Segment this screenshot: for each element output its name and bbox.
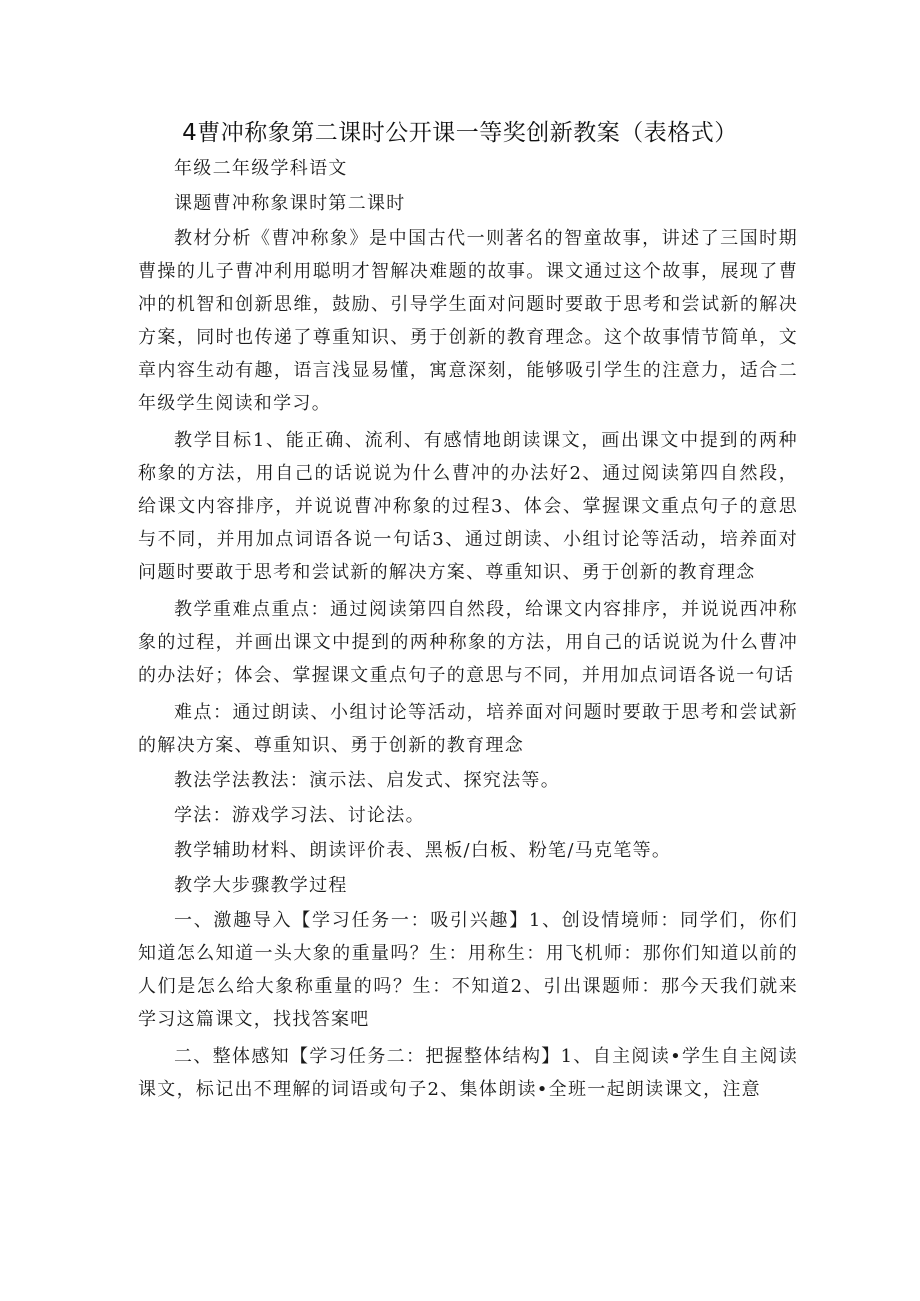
grade-subject-line: 年级二年级学科语文: [174, 158, 348, 179]
difficulties-paragraph: 难点：通过朗读、小组讨论等活动，培养面对问题时要敢于思考和尝试新的解决方案、尊重知识、勇于创新的教育理念: [138, 702, 798, 756]
learning-methods-line: 学法：游戏学习法、讨论法。: [174, 805, 425, 826]
teaching-objectives-paragraph: 教学目标1、能正确、流利、有感情地朗读课文，画出课文中提到的两种称象的方法，用自己的话说说为什么曹冲的办法好2、通过阅读第四自然段，给课文内容排序，并说说曹冲称象的过程3、体会、掌握课文重点句子的意思与不同，并用加点词语各说一句话3、通过朗读、小组讨论等活动，培养面对问题时要敢于思考和尝试新的解决方案、尊重知识、勇于创新的教育理念: [138, 430, 798, 583]
document-body: [138, 152, 798, 1108]
teaching-materials-line: 教学辅助材料、朗读评价表、黑板/白板、粉笔/马克笔等。: [174, 840, 672, 861]
step-two-paragraph: 二、整体感知【学习任务二：把握整体结构】1、自主阅读•学生自主阅读课文，标记出不理解的词语或句子2、集体朗读•全班一起朗读课文，注意: [138, 1046, 798, 1100]
document-title: 4曹冲称象第二课时公开课一等奖创新教案（表格式）: [182, 120, 738, 146]
teaching-steps-heading: 教学大步骤教学过程: [174, 875, 348, 896]
lesson-topic-line: 课题曹冲称象课时第二课时: [174, 193, 406, 214]
step-one-paragraph: 一、激趣导入【学习任务一：吸引兴趣】1、创设情境师：同学们，你们知道怎么知道一头大象的重量吗？生：用称生：用飞机师：那你们知道以前的人们是怎么给大象称重量的吗？生：不知道2、引出课题师：那今天我们就来学习这篇课文，找找答案吧: [138, 910, 798, 1030]
key-points-paragraph: 教学重难点重点：通过阅读第四自然段，给课文内容排序，并说说西冲称象的过程，并画出课文中提到的两种称象的方法，用自己的话说说为什么曹冲的办法好；体会、掌握课文重点句子的意思与不同，并用加点词语各说一句话: [138, 599, 798, 686]
textbook-analysis-paragraph: 教材分析《曹冲称象》是中国古代一则著名的智童故事，讲述了三国时期曹操的儿子曹冲利用聪明才智解决难题的故事。课文通过这个故事，展现了曹冲的机智和创新思维，鼓励、引导学生面对问题时要敢于思考和尝试新的解决方案，同时也传递了尊重知识、勇于创新的教育理念。这个故事情节简单，文章内容生动有趣，语言浅显易懂，寓意深刻，能够吸引学生的注意力，适合二年级学生阅读和学习。: [138, 228, 798, 414]
teaching-methods-line: 教法学法教法：演示法、启发式、探究法等。: [174, 770, 560, 791]
